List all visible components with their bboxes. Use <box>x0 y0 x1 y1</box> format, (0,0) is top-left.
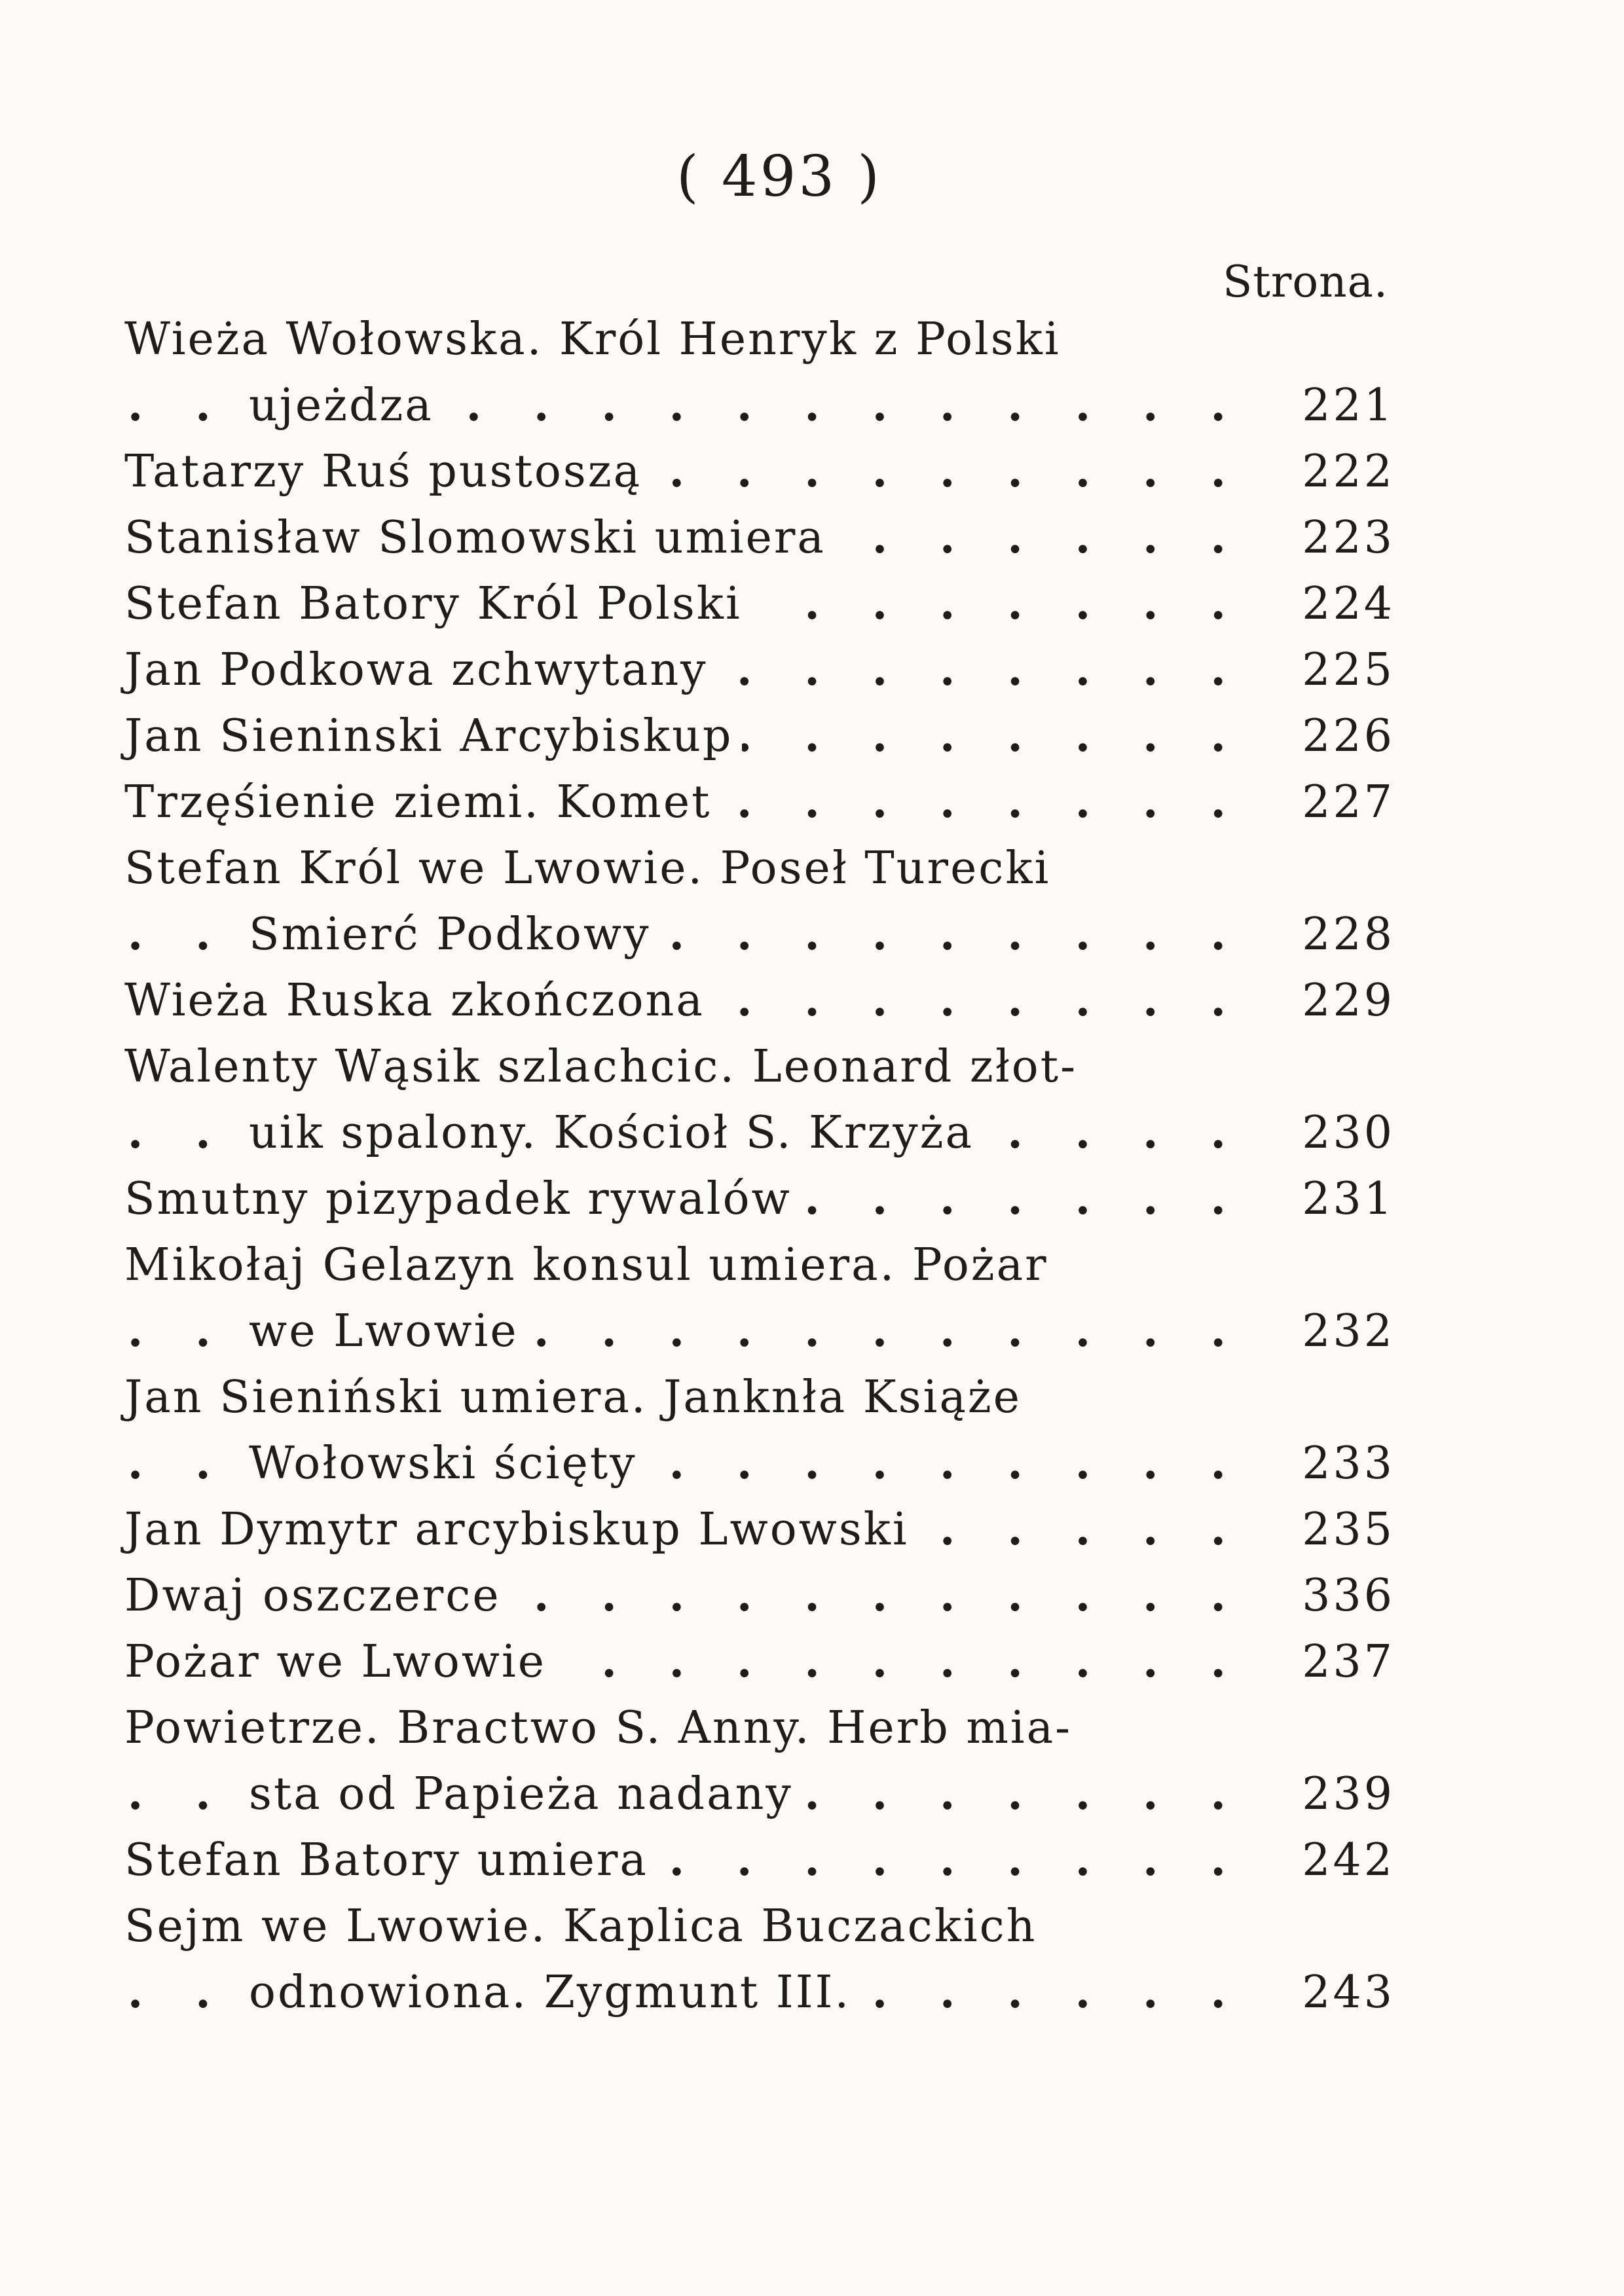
toc-entry-title: Jan Sieniński umiera. Janknła Książe <box>124 1372 1031 1423</box>
toc-entry-line <box>124 505 1395 571</box>
toc-entry-page-number: 237 <box>1257 1629 1395 1695</box>
toc-entry-page-number: 223 <box>1257 505 1395 571</box>
toc-entry-title: Tatarzy Ruś pustoszą <box>124 446 651 498</box>
toc-entry-title: Mikołaj Gelazyn konsul umiera. Pożar <box>124 1239 1058 1291</box>
toc-entry-page-number: 243 <box>1257 1959 1395 2026</box>
toc-entry-line <box>124 571 1395 637</box>
toc-entry <box>124 835 1395 968</box>
toc-entry-page-number: 226 <box>1257 703 1395 769</box>
page-number: ( 493 ) <box>676 144 882 210</box>
toc-entry <box>124 968 1395 1034</box>
toc-entry-line <box>124 1497 1395 1563</box>
toc-entry <box>124 306 1395 439</box>
toc-entry-page-number: 336 <box>1257 1563 1395 1629</box>
toc-entry <box>124 1695 1395 1827</box>
toc-entry-page-number: 221 <box>1257 373 1395 439</box>
toc-entry-page-number: 227 <box>1257 769 1395 835</box>
toc-entry-page-number: 233 <box>1257 1430 1395 1497</box>
toc-entry-title: we Lwowie <box>249 1305 528 1357</box>
toc-entry <box>124 1629 1395 1695</box>
toc-entry-title: Pożar we Lwowie <box>124 1636 555 1688</box>
toc-entry-line <box>124 968 1395 1034</box>
toc-entry-page-number: 230 <box>1257 1100 1395 1166</box>
toc-entry-title: Jan Podkowa zchwytany <box>124 644 717 696</box>
toc-entry-line <box>124 439 1395 505</box>
toc-entry-page-number: 232 <box>1257 1298 1395 1364</box>
page-column-header: Strona. <box>1223 257 1388 307</box>
toc-entry <box>124 1563 1395 1629</box>
toc-entry-title: Wieża Wołowska. Król Henryk z Polski <box>124 314 1070 365</box>
toc-entry-title: odnowiona. Zygmunt III. <box>249 1967 860 2018</box>
toc-entry-line <box>124 1893 1395 1959</box>
toc-entry-line <box>124 306 1395 373</box>
toc-entry-title: Stefan Batory umiera <box>124 1834 657 1886</box>
toc-entry-title: Stanisław Slomowski umiera <box>124 512 835 564</box>
toc-entry-page-number: 242 <box>1257 1827 1395 1893</box>
toc-entry-line <box>124 1166 1395 1232</box>
toc-entry-title: ujeżdza <box>249 380 443 431</box>
toc-entry <box>124 571 1395 637</box>
toc-entry-page-number: 225 <box>1257 637 1395 703</box>
toc-entry-title: Wołowski ścięty <box>249 1438 646 1489</box>
toc-entry-title: Walenty Wąsik szlachcic. Leonard złot- <box>124 1041 1086 1093</box>
toc-entry-line <box>124 769 1395 835</box>
toc-entry-line <box>124 703 1395 769</box>
toc-entry-line <box>124 1827 1395 1893</box>
toc-entry-title: Smierć Podkowy <box>249 909 660 960</box>
toc-entry-page-number: 229 <box>1257 968 1395 1034</box>
toc-entry-title: Powietrze. Bractwo S. Anny. Herb mia- <box>124 1702 1081 1754</box>
toc-entry-title: Jan Sieninski Arcybiskup <box>124 710 742 762</box>
toc-entry <box>124 1827 1395 1893</box>
toc-entry-line <box>124 1364 1395 1430</box>
toc-entry-line <box>124 1100 1395 1166</box>
toc-entry-title: Stefan Batory Król Polski <box>124 578 751 630</box>
toc-entry-line <box>124 1430 1395 1497</box>
toc-entry-page-number: 231 <box>1257 1166 1395 1232</box>
toc-entry-line <box>124 902 1395 968</box>
toc-entry-title: Smutny pizypadek rywalów <box>124 1173 801 1225</box>
toc-entry <box>124 1893 1395 2026</box>
toc-entry-page-number: 235 <box>1257 1497 1395 1563</box>
toc-entry <box>124 505 1395 571</box>
toc-entry-line <box>124 1761 1395 1827</box>
table-of-contents <box>124 306 1395 2026</box>
toc-entry-page-number: 222 <box>1257 439 1395 505</box>
toc-entry-title: Dwaj oszczerce <box>124 1570 510 1622</box>
toc-entry-line <box>124 1563 1395 1629</box>
toc-entry <box>124 1497 1395 1563</box>
toc-entry-page-number: 228 <box>1257 902 1395 968</box>
toc-entry-title: Sejm we Lwowie. Kaplica Buczackich <box>124 1901 1046 1952</box>
toc-entry-line <box>124 1629 1395 1695</box>
toc-entry-title: Stefan Król we Lwowie. Poseł Turecki <box>124 843 1060 894</box>
toc-entry <box>124 1232 1395 1364</box>
toc-entry <box>124 439 1395 505</box>
toc-entry-title: Wieża Ruska zkończona <box>124 975 714 1027</box>
toc-entry <box>124 1166 1395 1232</box>
toc-entry <box>124 703 1395 769</box>
toc-entry-title: Jan Dymytr arcybiskup Lwowski <box>124 1504 918 1556</box>
toc-entry <box>124 637 1395 703</box>
toc-entry-line <box>124 835 1395 902</box>
toc-entry-line <box>124 373 1395 439</box>
toc-entry <box>124 769 1395 835</box>
toc-entry-title: sta od Papieża nadany <box>249 1768 802 1820</box>
toc-entry <box>124 1034 1395 1166</box>
toc-entry-page-number: 239 <box>1257 1761 1395 1827</box>
toc-entry-line <box>124 1232 1395 1298</box>
toc-entry-line <box>124 637 1395 703</box>
toc-entry-line <box>124 1695 1395 1761</box>
toc-entry-title: Trzęśienie ziemi. Komet <box>124 776 720 828</box>
toc-entry-line <box>124 1034 1395 1100</box>
toc-entry <box>124 1364 1395 1497</box>
toc-entry-title: uik spalony. Kościoł S. Krzyża <box>249 1107 983 1159</box>
toc-entry-page-number: 224 <box>1257 571 1395 637</box>
toc-entry-line <box>124 1298 1395 1364</box>
toc-entry-line <box>124 1959 1395 2026</box>
